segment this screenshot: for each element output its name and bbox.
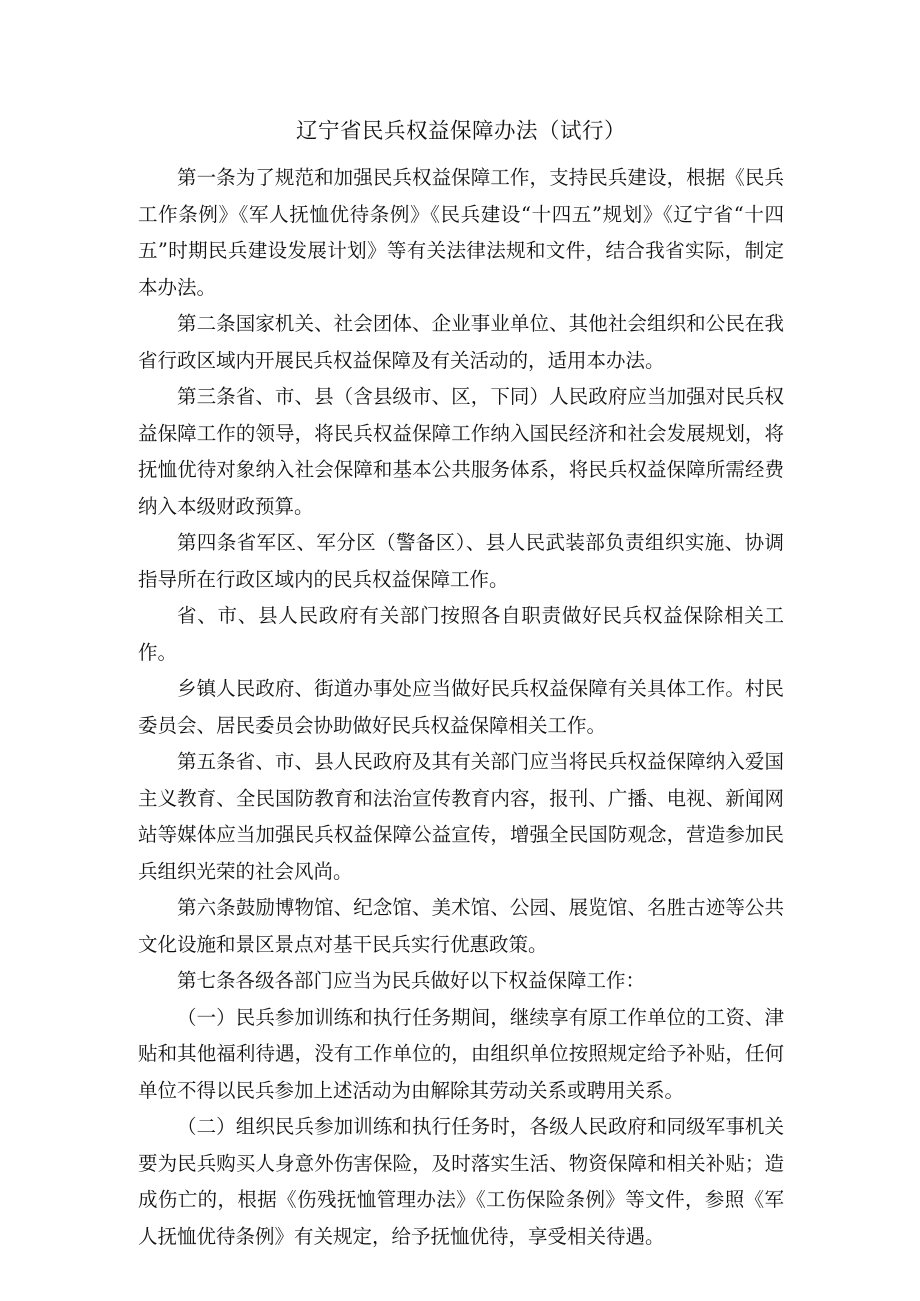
article-4-clause-3: 乡镇人民政府、街道办事处应当做好民兵权益保障有关具体工作。村民委员会、居民委员会协助做好民兵权益保障相关工作。 (138, 677, 784, 737)
document-body (138, 116, 784, 1255)
article-2-paragraph: 第二条国家机关、社会团体、企业事业单位、其他社会组织和公民在我省行政区域内开展民兵权益保障及有关活动的，适用本办法。 (138, 312, 784, 372)
article-7-item-1: （一）民兵参加训练和执行任务期间，继续享有原工作单位的工资、津贴和其他福利待遇，没有工作单位的，由组织单位按照规定给予补贴，任何单位不得以民兵参加上述活动为由解除其劳动关系或聘用关系。 (138, 1005, 784, 1102)
article-7-paragraph: 第七条各级各部门应当为民兵做好以下权益保障工作： (177, 969, 646, 992)
article-6-paragraph: 第六条鼓励博物馆、纪念馆、美术馆、公园、展览馆、名胜古迹等公共文化设施和景区景点对基干民兵实行优惠政策。 (138, 896, 784, 956)
document-title: 辽宁省民兵权益保障办法（试行） (295, 119, 626, 144)
article-3-paragraph: 第三条省、市、县（含县级市、区，下同）人民政府应当加强对民兵权益保障工作的领导，将民兵权益保障工作纳入国民经济和社会发展规划，将抚恤优待对象纳入社会保障和基本公共服务体系，将民兵权益保障所需经费纳入本级财政预算。 (138, 385, 784, 518)
article-4-clause-2: 省、市、县人民政府有关部门按照各自职责做好民兵权益保除相关工作。 (138, 604, 784, 664)
article-1-paragraph: 第一条为了规范和加强民兵权益保障工作，支持民兵建设，根据《民兵工作条例》《军人抚恤优待条例》《民兵建设“十四五”规划》《辽宁省“十四五”时期民兵建设发展计划》等有关法律法规和文件，结合我省实际，制定本办法。 (138, 166, 784, 299)
article-7-item-2: （二）组织民兵参加训练和执行任务时，各级人民政府和同级军事机关要为民兵购买人身意外伤害保险，及时落实生活、物资保障和相关补贴；造成伤亡的，根据《伤残抚恤管理办法》《工伤保险条例》等文件，参照《军人抚恤优待条例》有关规定，给予抚恤优待，享受相关待遇。 (138, 1115, 784, 1248)
article-5-paragraph: 第五条省、市、县人民政府及其有关部门应当将民兵权益保障纳入爱国主义教育、全民国防教育和法治宣传教育内容，报刊、广播、电视、新闻网站等媒体应当加强民兵权益保障公益宣传，增强全民国防观念，营造参加民兵组织光荣的社会风尚。 (138, 750, 784, 883)
article-4-paragraph: 第四条省军区、军分区（警备区）、县人民武装部负责组织实施、协调指导所在行政区域内的民兵权益保障工作。 (138, 531, 784, 591)
